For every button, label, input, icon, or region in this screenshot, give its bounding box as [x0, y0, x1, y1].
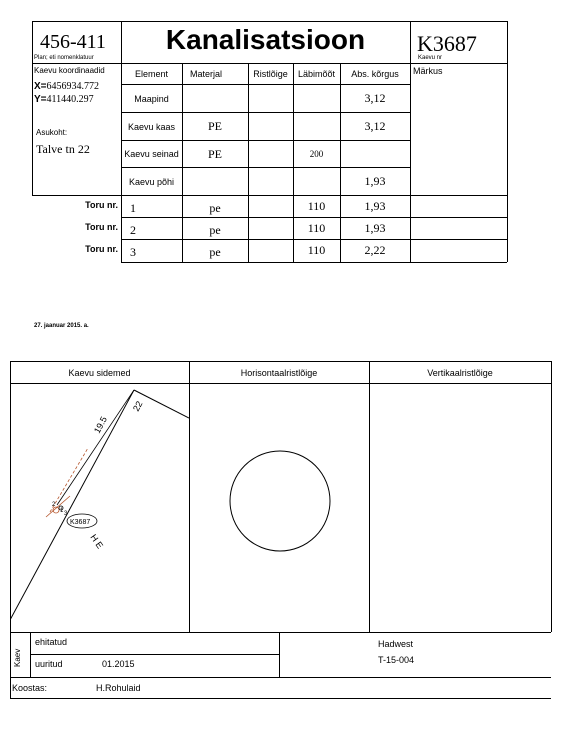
row-material: PE	[207, 119, 222, 133]
pipe-height: 1,93	[364, 198, 386, 213]
frame-line	[32, 21, 33, 195]
coordinate-x	[34, 81, 99, 92]
well-circle	[230, 451, 330, 551]
row-height: 3,12	[364, 119, 386, 133]
row-element: Kaevu põhi	[128, 176, 175, 187]
row-diameter: 200	[309, 149, 324, 159]
pipe-number: 1	[130, 201, 136, 215]
frame-line	[30, 654, 279, 655]
address: Talve tn 22	[36, 142, 90, 156]
panel-title: Horisontaalristlõige	[240, 368, 318, 378]
horizontal-section	[189, 384, 369, 632]
pipe-material: pe	[209, 222, 221, 237]
row-element: Maapind	[134, 93, 169, 104]
coordinates-label: Kaevu koordinaadid	[34, 66, 105, 75]
frame-line	[10, 632, 551, 633]
panel-title: Kaevu sidemed	[68, 368, 131, 378]
row-height: 1,93	[364, 174, 386, 188]
frame-line	[551, 361, 552, 632]
author-label: Koostas:	[12, 683, 48, 693]
table-line	[121, 262, 507, 263]
row-material: PE	[207, 146, 222, 161]
author-name: H.Rohulaid	[96, 683, 141, 693]
surveyed-label: uuritud	[35, 659, 63, 669]
pipe-label: Toru nr.	[85, 222, 118, 232]
pipe-number: 2	[130, 223, 136, 237]
approved-label: ehitatud	[35, 637, 68, 647]
page-title: Kanalisatsioon	[165, 24, 366, 55]
surveyed-date: 01.2015	[102, 659, 135, 669]
sketch-line	[10, 390, 134, 620]
connection-sketch	[10, 384, 189, 632]
frame-line	[10, 698, 551, 699]
address-label: Asukoht:	[36, 128, 68, 137]
document-date: 27. jaanuar 2015. a.	[34, 323, 89, 329]
frame-line	[10, 361, 551, 362]
column-header: Materjal	[190, 69, 223, 79]
pipe-diameter: 110	[307, 220, 326, 235]
row-height: 3,12	[364, 91, 386, 105]
column-header: Element	[134, 69, 169, 79]
pipe-label: Toru nr.	[85, 200, 118, 210]
pipe-accent-line	[50, 448, 88, 512]
pipe-material: pe	[209, 200, 221, 215]
column-header: Märkus	[413, 66, 443, 76]
frame-line	[32, 21, 507, 22]
project-code: T-15-004	[378, 655, 415, 665]
node-label: 2	[52, 502, 56, 508]
table-line	[32, 195, 507, 196]
frame-line	[10, 677, 551, 678]
table-line	[248, 63, 249, 262]
sketch-line	[57, 390, 134, 505]
column-header: Ristlõige	[253, 69, 288, 79]
frame-line	[507, 21, 508, 262]
nomenclature-label: Plan; eti nomenklatuur	[34, 55, 94, 61]
column-header: Läbimõõt	[297, 69, 336, 79]
dimension-label: 22	[130, 399, 145, 413]
row-element: Kaevu seinad	[124, 149, 179, 159]
dimension-label: 19.5	[91, 414, 109, 435]
frame-line	[369, 361, 370, 632]
row-element: Kaevu kaas	[127, 121, 176, 132]
column-header: Abs. kõrgus	[351, 69, 399, 79]
street-label: H E	[88, 532, 106, 551]
pipe-diameter: 110	[307, 198, 326, 213]
node-label: 3	[64, 511, 68, 517]
pipe-diameter: 110	[307, 242, 326, 257]
company-name: Hadwest	[378, 639, 414, 649]
side-label: Kaev	[13, 648, 22, 667]
panel-title: Vertikaalristlõige	[427, 368, 493, 378]
well-number-label: Kaevu nr	[418, 55, 443, 61]
coordinate-y-value: 411440.297	[46, 94, 94, 105]
frame-line	[279, 632, 280, 677]
nomenclature: 456-411	[40, 31, 106, 53]
pipe-height: 2,22	[364, 242, 386, 257]
frame-line	[410, 21, 411, 262]
well-number: K3687	[417, 31, 477, 56]
pipe-number: 3	[130, 245, 136, 259]
coordinate-x-prefix: X=	[34, 81, 47, 92]
coordinate-y	[34, 94, 94, 105]
coordinate-y-prefix: Y=	[34, 94, 47, 105]
well-tag: K3687	[70, 519, 91, 526]
coordinate-x-value: 6456934.772	[46, 81, 100, 92]
node-label: 1	[60, 508, 64, 514]
pipe-height: 1,93	[364, 220, 386, 235]
pipe-material: pe	[209, 244, 221, 259]
pipe-label: Toru nr.	[85, 244, 118, 254]
